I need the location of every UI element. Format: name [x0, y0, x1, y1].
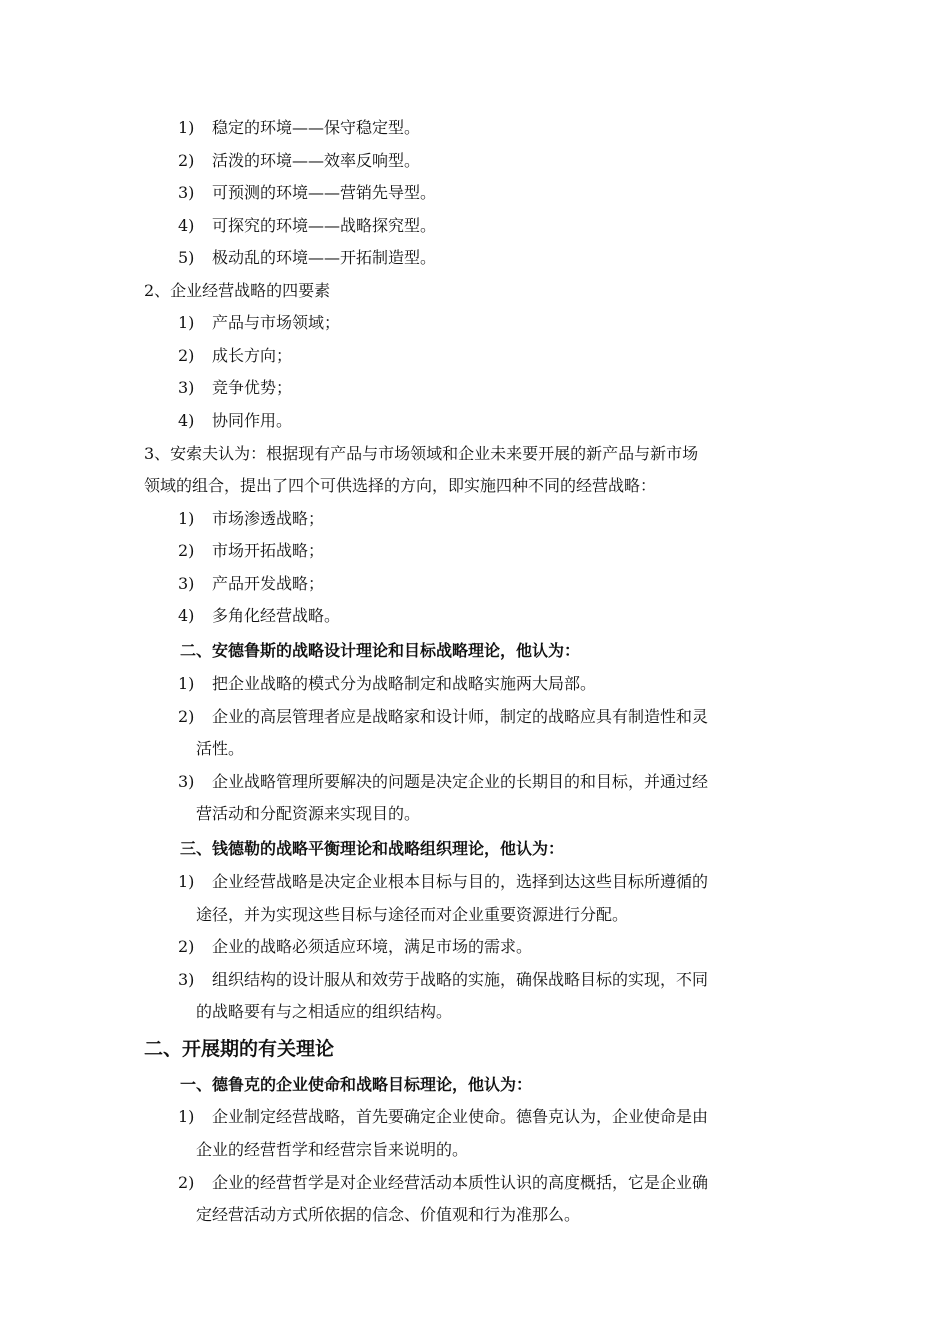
document-page: 1) 稳定的环境——保守稳定型。 2) 活泼的环境——效率反响型。 3) 可预测的环境——营销先导型。 4) 可探究的环境——战略探究型。 5) 极动乱的环境——开拓制造型。 2、企业经营战略的四要素 1) 产品与市场领域； 2) 成长方向； 3) 竞争优势； 4) 协同作用。 3、安索夫认为：根据现有产品与市场领域和企业未来要开展的新产品与新市场 领域的组合，提出了四个可供选择的方向，即实施四种不同的经营战略： 1) 市场渗透战略； 2) 市场开拓战略； 3) 产品开发战略； 4) 多角化经营战略。 二、安德鲁斯的战略设计理论和目标战略理论，他认为： 1) 把企业战略的模式分为战略制定和战略实施两大局部。 2) 企业的高层管理者应是战略家和设计师，制定的战略应具有制造性和灵 活性。 3) 企业战略管理所要解决的问题是决定企业的长期目的和目标，并通过经 营活动和分配资源来实现目的。 三、钱德勒的战略平衡理论和战略组织理论，他认为： 1) 企业经营战略是决定企业根本目标与目的，选择到达这些目标所遵循的 途径，并为实现这些目标与途径而对企业重要资源进行分配。 2) 企业的战略必须适应环境，满足市场的需求。 3) 组织结构的设计服从和效劳于战略的实施，确保战略目标的实现，不同 的战略要有与之相适应的组织结构。 二、开展期的有关理论 一、德鲁克的企业使命和战略目标理论，他认为： 1) 企业制定经营战略，首先要确定企业使命。德鲁克认为，企业使命是由 企业的经营哲学和经营宗旨来说明的。 2) 企业的经营哲学是对企业经营活动本质性认识的高度概括，它是企业确 定经营活动方式所依据的信念、价值观和行为准那么。 [144, 118, 709, 1224]
section-3-line-2: 领域的组合，提出了四个可供选择的方向，即实施四种不同的经营战略： [144, 476, 657, 495]
section-3-line-1: 3、安索夫认为：根据现有产品与市场领域和企业未来要开展的新产品与新市场 [144, 444, 699, 463]
drucker-heading: 一、德鲁克的企业使命和战略目标理论，他认为： [180, 1075, 533, 1094]
section-2-title: 2、企业经营战略的四要素 [144, 281, 331, 300]
section-heading: 二、开展期的有关理论 [144, 1038, 335, 1060]
andrews-heading: 二、安德鲁斯的战略设计理论和目标战略理论，他认为： [180, 641, 581, 660]
chandler-heading: 三、钱德勒的战略平衡理论和战略组织理论，他认为： [180, 839, 565, 858]
